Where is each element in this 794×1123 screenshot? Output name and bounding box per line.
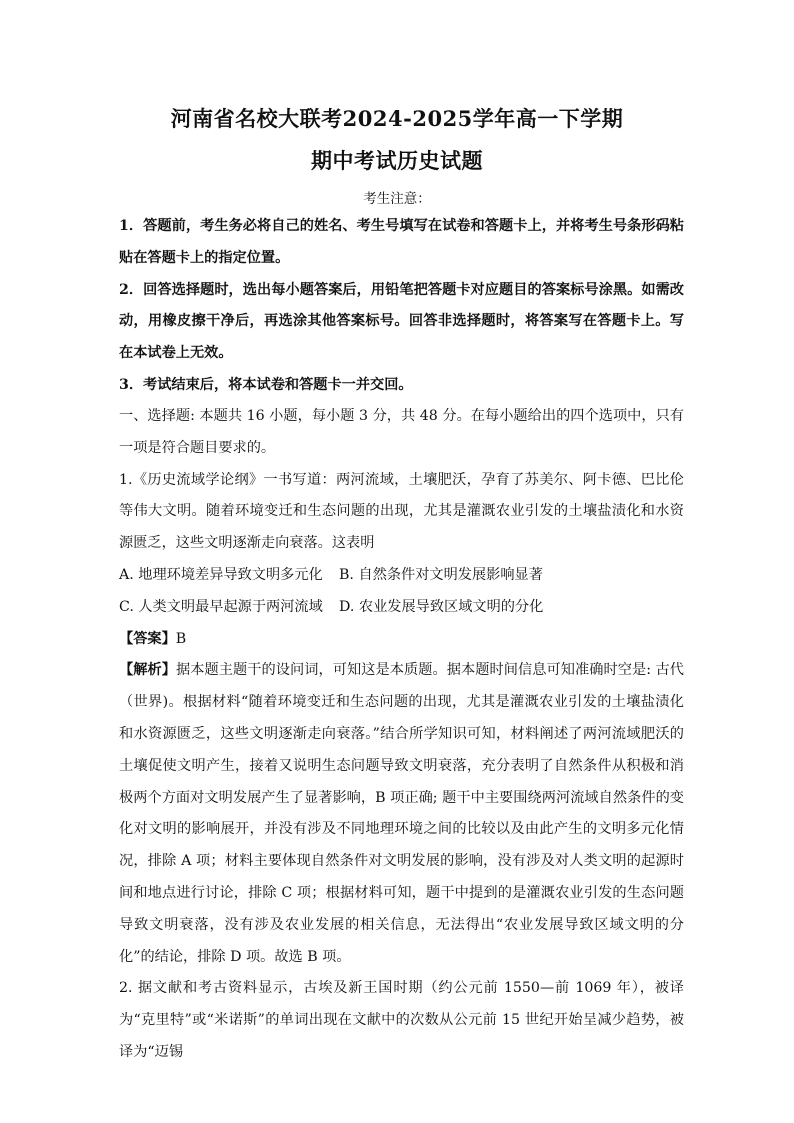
question-1-stem: 1.《历史流域学论纲》一书写道：两河流域，土壤肥沃，孕育了苏美尔、阿卡德、巴比伦等伟大文明。随着环境变迁和生态问题的出现，尤其是灌溉农业引发的土壤盐渍化和水资源匮乏，这些文明逐渐走向衰落。这表明	[119, 471, 684, 552]
question-1-options-row-1	[119, 560, 684, 592]
notice-item-2: 2．回答选择题时，选出每小题答案后，用铅笔把答题卡对应题目的答案标号涂黑。如需改动，用橡皮擦干净后，再选涂其他答案标号。回答非选择题时，将答案写在答题卡上。写在本试卷上无效。	[119, 281, 684, 362]
exam-title-line2: 期中考试历史试题	[311, 148, 483, 173]
question-1-analysis	[119, 655, 684, 973]
section-heading: 一、选择题: 本题共 16 小题，每小题 3 分，共 48 分。在每小题给出的四个选项中，只有一项是符合题目要求的。	[119, 408, 684, 456]
option-a: A. 地理环境差异导致文明多元化	[119, 566, 323, 583]
notices-block	[119, 211, 684, 402]
question-1-options-row-2	[119, 592, 684, 624]
option-b: B. 自然条件对文明发展影响显著	[339, 566, 543, 583]
analysis-text: 据本题主题干的设问词，可知这是本质题。据本题时间信息可知准确时空是: 古代（世界)。根据材料“随着环境变迁和生态问题的出现，尤其是灌溉农业引发的土壤盐渍化和水资源匮乏，这些文明逐渐走向衰落。”结合所学知识可知，材料阐述了两河流域肥沃的土壤促使文明产生，接着又说明生态问题导致文明衰落，充分表明了自然条件从积极和消极两个方面对文明发展产生了显著影响，B 项正确; 题干中主要围绕两河流域自然条件的变化对文明的影响展开，并没有涉及不同地理环境之间的比较以及由此产生的文明多元化情况，排除 A 项；材料主要体现自然条件对文明发展的影响，没有涉及对人类文明的起源时间和地点进行讨论，排除 C 项；根据材料可知，题干中提到的是灌溉农业引发的生态问题导致文明衰落，没有涉及农业发展的相关信息，无法得出“农业发展导致区域文明的分化”的结论，排除 D 项。故选 B 项。	[119, 662, 684, 965]
option-d: D. 农业发展导致区域文明的分化	[339, 598, 544, 615]
notice-heading: 考生注意：	[363, 191, 431, 207]
questions-block	[119, 401, 684, 1069]
question-2-stem: 2. 据文献和考古资料显示，古埃及新王国时期（约公元前 1550—前 1069 年），被译为“克里特”或“米诺斯”的单词出现在文献中的次数从公元前 15 世纪开始呈减少趋势，被译为“迈锡	[119, 980, 684, 1060]
answer-label: 【答案】	[119, 630, 176, 647]
notice-item-1: 1．答题前，考生务必将自己的姓名、考生号填写在试卷和答题卡上，并将考生号条形码粘贴在答题卡上的指定位置。	[119, 218, 684, 266]
answer-value: B	[175, 630, 187, 647]
exam-title-line1: 河南省名校大联考2024-2025学年高一下学期	[170, 106, 624, 131]
analysis-label: 【解析】	[119, 662, 176, 679]
notice-item-3: 3．考试结束后，将本试卷和答题卡一并交回。	[119, 376, 413, 393]
option-c: C. 人类文明最早起源于两河流域	[119, 598, 323, 615]
question-1-answer	[119, 624, 684, 656]
